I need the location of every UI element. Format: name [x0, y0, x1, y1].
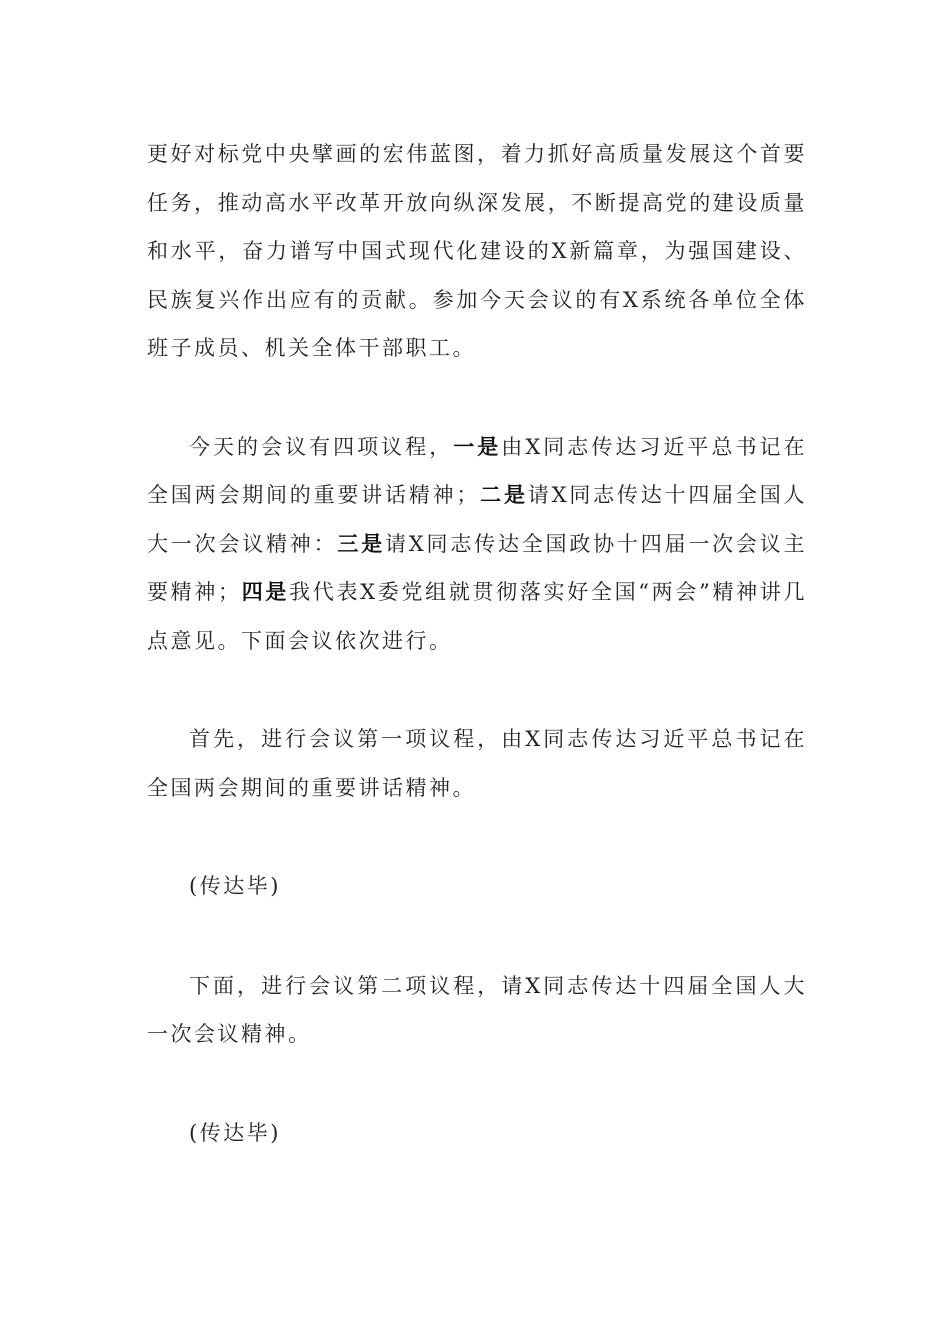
agenda-item-1-marker: 一是: [453, 433, 502, 459]
agenda-item-4-marker: 四是: [241, 579, 290, 604]
paragraph-second-item: 下面，进行会议第二项议程，请X同志传达十四届全国人大一次会议精神。: [147, 973, 807, 1046]
agenda-item-3-text: 请X同志传达全国政协十四届一次会议主要精神；: [147, 531, 808, 604]
agenda-intro-text: 今天的会议有四项议程，: [189, 434, 454, 459]
agenda-item-1-text: 由X同志传达习近平总书记在全国两会期间的重要讲话精神；: [147, 434, 808, 507]
paragraph-second-done: (传达毕): [189, 1120, 281, 1145]
paragraph-first-item: 首先，进行会议第一项议程，由X同志传达习近平总书记在全国两会期间的重要讲话精神。: [147, 727, 807, 800]
agenda-item-2-marker: 二是: [479, 482, 528, 507]
agenda-item-2-text: 请X同志传达十四届全国人大一次会议精神：: [147, 483, 808, 556]
paragraph-agenda: [147, 423, 807, 666]
paragraph-intro-continued: 更好对标党中央擘画的宏伟蓝图，着力抓好高质量发展这个首要任务，推动高水平改革开放向纵深发展，不断提高党的建设质量和水平，奋力谱写中国式现代化建设的X新篇章，为强国建设、民族复兴作出应有的贡献。参加今天会议的有X系统各单位全体班子成员、机关全体干部职工。: [147, 142, 807, 360]
paragraph-first-done: (传达毕): [189, 874, 281, 898]
agenda-item-3-marker: 三是: [337, 530, 385, 556]
agenda-item-4-text: 我代表X委党组就贯彻落实好全国“两会”精神讲几点意见。下面会议依次进行。: [147, 580, 808, 653]
document-body: [147, 130, 807, 1157]
